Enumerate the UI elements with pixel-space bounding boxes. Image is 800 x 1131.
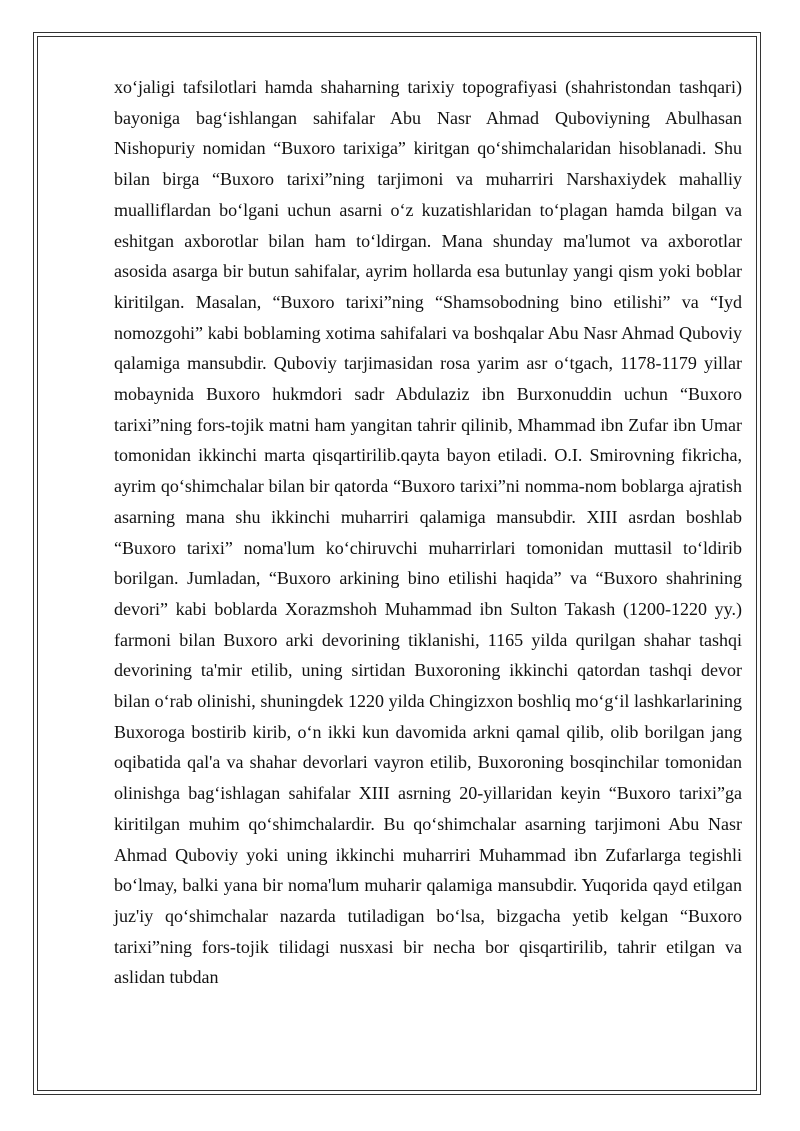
body-paragraph: xo‘jaligi tafsilotlari hamda shaharning tarixiy topografiyasi (shahristondan tashqari) bayoniga bag‘ishlangan sahifalar Abu Nasr Ahmad Quboviyning Abulhasan Nishopuriy nomidan “Buxoro tarixiga” kiritgan qo‘shimchalaridan hisoblanadi. Shu bilan birga “Buxoro tarixi”ning tarjimoni va muharriri Narshaxiydek mahalliy mualliflardan bo‘lgani uchun asarni o‘z kuzatishlaridan to‘plagan hamda bilgan va eshitgan axborotlar bilan ham to‘ldirgan. Mana shunday ma'lumot va axborotlar asosida asarga bir butun sahifalar, ayrim hollarda esa butunlay yangi qism yoki boblar kiritilgan. Masalan, “Buxoro tarixi”ning “Shamsobodning bino etilishi” va “Iyd nomozgohi” kabi boblaming xotima sahifalari va boshqalar Abu Nasr Ahmad Quboviy qalamiga mansubdir. Quboviy tarjimasidan rosa yarim asr o‘tgach, 1178-1179 yillar mobaynida Buxoro hukmdori sadr Abdulaziz ibn Burxonuddin uchun “Buxoro tarixi”ning fors-tojik matni ham yangitan tahrir qilinib, Mhammad ibn Zufar ibn Umar tomonidan ikkinchi marta qisqartirilib.qayta bayon etiladi. O.I. Smirovning fikricha, ayrim qo‘shimchalar bilan bir qatorda “Buxoro tarixi”ni nomma-nom boblarga ajratish asarning mana shu ikkinchi muharriri qalamiga mansubdir. XIII asrdan boshlab “Buxoro tarixi” noma'lum ko‘chiruvchi muharrirlari tomonidan muttasil to‘ldirib borilgan. Jumladan, “Buxoro arkining bino etilishi haqida” va “Buxoro shahrining devori” kabi boblarda Xorazmshoh Muhammad ibn Sulton Takash (1200-1220 yy.) farmoni bilan Buxoro arki devorining tiklanishi, 1165 yilda qurilgan shahar tashqi devorining ta'mir etilib, uning sirtidan Buxoroning ikkinchi qatordan tashqi devor bilan o‘rab olinishi, shuningdek 1220 yilda Chingizxon boshliq mo‘g‘il lashkarlarining Buxoroga bostirib kirib, o‘n ikki kun davomida arkni qamal qilib, olib borilgan jang oqibatida qal'a va shahar devorlari vayron etilib, Buxoroning bosqinchilar tomonidan olinishga bag‘ishlagan sahifalar XIII asrning 20-yillaridan keyin “Buxoro tarixi”ga kiritilgan muhim qo‘shimchalardir. Bu qo‘shimchalar asarning tarjimoni Abu Nasr Ahmad Quboviy yoki uning ikkinchi muharriri Muhammad ibn Zufarlarga tegishli bo‘lmay, balki yana bir noma'lum muharir qalamiga mansubdir. Yuqorida qayd etilgan juz'iy qo‘shimchalar nazarda tutiladigan bo‘lsa, bizgacha yetib kelgan “Buxoro tarixi”ning fors-tojik tilidagi nusxasi bir necha bor qisqartirilib, tahrir etilgan va aslidan tubdan: [114, 77, 742, 988]
document-body: [114, 72, 742, 993]
